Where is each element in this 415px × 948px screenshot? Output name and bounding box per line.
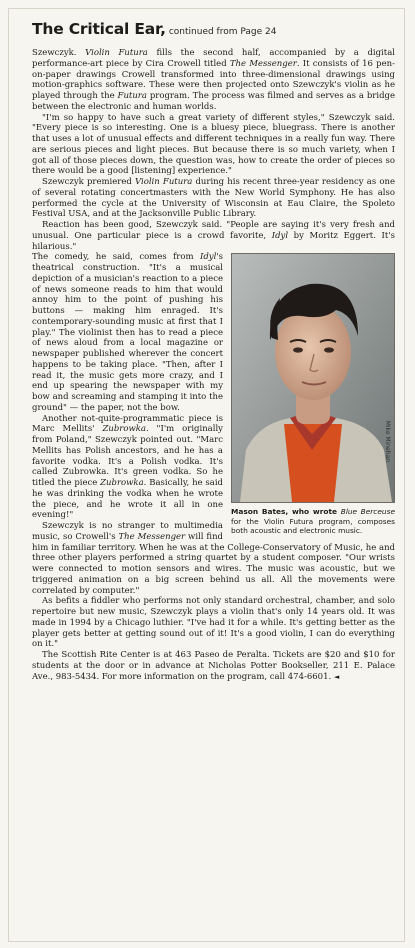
- paragraph-6: Another not-quite-programmatic piece is Marc Mellits' Zubrowka. "I'm originally from Poland," Szewczyk pointed out. "Marc Mellits has Polish ancestors, and he has a favorite vodka. It's a Polish vodka. It's called Zubrowka. It's green vodka. So he titled the piece Zubrowka. Basically, he said he was drinking the vodka when he wrote the piece, and he wrote it all in one evening!": [32, 413, 223, 521]
- article-body: [32, 48, 395, 682]
- paragraph-9: The Scottish Rite Center is at 463 Paseo de Peralta. Tickets are $20 and $10 for students at the door or in advance at Nicholas Potter Bookseller, 211 E. Palace Ave., 983-5434. For more information on the program, call 474-6601. ◄: [32, 650, 395, 682]
- paragraph-8: As befits a fiddler who performs not only standard orchestral, chamber, and solo repertoire but new music, Szewczyk plays a violin that's only 14 years old. It was made in 1994 by a Chicago luthier. "I've had it for a while. It's getting better as the player gets better at getting sound out of it! It's a good violin, I can do everything on it.": [32, 596, 395, 650]
- paragraph-1: Szewczyk. Violin Futura fills the second half, accompanied by a digital performance-art piece by Cira Crowell titled The Messenger. It consists of 16 pen-on-paper drawings Crowell transformed into three-dimensional drawings using motion-graphics software. These were then projected onto Szewczyk's violin as he played through the Futura program. The process was filmed and serves as a bridge between the electronic and human worlds.: [32, 48, 395, 112]
- paragraph-3: Szewczyk premiered Violin Futura during his recent three-year residency as one of several rotating concertmasters with the New World Symphony. He has also performed the cycle at the University of Wisconsin at Eau Claire, the Spoleto Festival USA, and at the Jacksonville Public Library.: [32, 177, 395, 220]
- photo-caption: Mason Bates, who wrote Blue Berceuse for the Violin Futura program, composes both acoustic and electronic music.: [231, 507, 395, 536]
- end-mark-icon: ◄: [333, 672, 340, 681]
- continued-note: continued from Page 24: [168, 27, 277, 37]
- portrait-photo: [231, 253, 395, 503]
- paragraph-5: The comedy, he said, comes from Idyl's theatrical construction. "It's a musical depiction of a musician's reaction to a piece of news someone reads to him that would annoy him to the point of pushing his buttons — making him enraged. It's contemporary-sounding music at first that I play." The violinist then has to read a piece of news aloud from a local magazine or newspaper published wherever the concert happens to be taking place. "Then, after I read it, the music gets more crazy, and I end up spearing the newspaper with my bow and screaming and stamping it into the ground" — the paper, not the bow.: [32, 252, 223, 413]
- portrait-illustration: [232, 254, 394, 502]
- photo-figure: [231, 253, 395, 536]
- article-header: [32, 18, 395, 43]
- photo-credit: Mike Minehan: [383, 420, 391, 463]
- column-title: The Critical Ear,: [32, 20, 166, 38]
- paragraph-7: Szewczyk is no stranger to multimedia music, so Crowell's The Messenger will find him in familiar territory. When he was at the College-Conservatory of Music, he and three other players performed a string quartet by a student composer. "Our wrists were connected to motion sensors and wires. The music was acoustic, but we triggered animation on a big screen behind us all. All the movements were correlated by computer.": [32, 521, 395, 596]
- paragraph-4: Reaction has been good, Szewczyk said. "People are saying it's very fresh and unusual. One particular piece is a crowd favorite, Idyl by Moritz Eggert. It's hilarious.": [32, 220, 395, 252]
- paragraph-2: "I'm so happy to have such a great variety of different styles," Szewczyk said. "Every piece is so interesting. One is a bluesy piece, bluegrass. There is another that uses a lot of unusual effects and different techniques in a really fun way. There are serious pieces and light pieces. But because there is so much variety, when I got all of those pieces down, the question was, how to create the order of pieces so there would be a good [listening] experience.": [32, 112, 395, 177]
